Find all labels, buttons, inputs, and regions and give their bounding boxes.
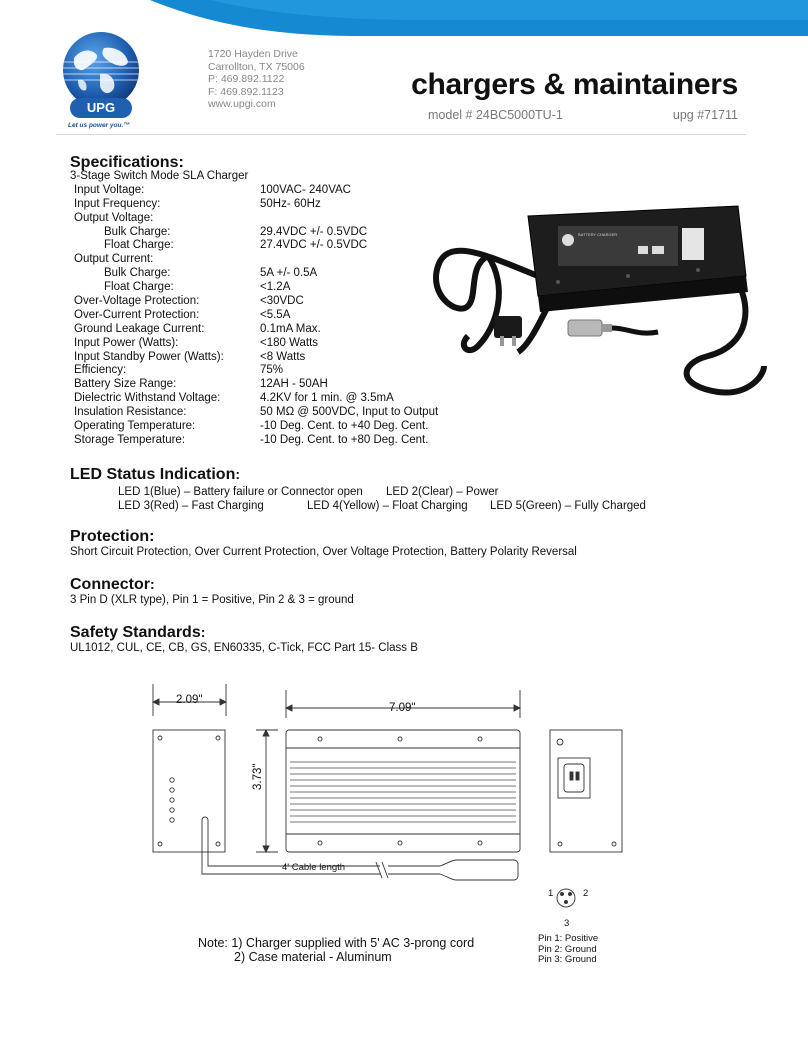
spec-label: Bulk Charge: <box>104 225 171 238</box>
connector-heading: Connector: <box>70 576 155 593</box>
spec-label: Input Standby Power (Watts): <box>74 350 224 363</box>
spec-label: Ground Leakage Current: <box>74 322 205 335</box>
spec-label: Battery Size Range: <box>74 378 177 391</box>
phone-line: P: 469.892.1122 <box>208 73 285 85</box>
spec-label: Storage Temperature: <box>74 433 186 446</box>
drawing-notes <box>198 936 474 964</box>
led-5: LED 5(Green) – Fully Charged <box>490 500 646 512</box>
spec-value: <30VDC <box>260 295 304 308</box>
spec-value: 29.4VDC +/- 0.5VDC <box>260 225 368 238</box>
spec-label: Dielectric Withstand Voltage: <box>74 392 221 405</box>
pin-number: 1 <box>548 888 554 899</box>
spec-label: Output Current: <box>74 253 154 266</box>
spec-label: Insulation Resistance: <box>74 406 187 419</box>
spec-label: Float Charge: <box>104 239 174 252</box>
website-link[interactable]: www.upgi.com <box>208 98 276 110</box>
address-line: Carrollton, TX 75006 <box>208 60 305 73</box>
pin-legend-item: Pin 2: Ground <box>538 943 597 955</box>
spec-value: 100VAC- 240VAC <box>260 183 351 196</box>
spec-label: Input Voltage: <box>74 183 145 196</box>
pin-number: 3 <box>564 918 570 929</box>
spec-value: <180 Watts <box>260 336 319 349</box>
side-width-label: 2.09" <box>176 694 203 706</box>
model-line <box>428 108 738 122</box>
header-divider <box>56 134 746 135</box>
brand-name: UPG <box>86 100 116 115</box>
fax-line: F: 469.892.1123 <box>208 85 284 98</box>
cable-length-label: 4' Cable length <box>282 862 346 873</box>
safety-text: UL1012, CUL, CE, CB, GS, EN60335, C-Tick, FCC Part 15- Class B <box>70 642 418 654</box>
spec-label: Bulk Charge: <box>104 267 171 280</box>
pin-number: 2 <box>583 888 589 899</box>
spec-value: 50 MΩ @ 500VDC, Input to Output <box>260 406 439 419</box>
led-status-heading: LED Status Indication: <box>70 466 241 483</box>
spec-value: 12AH - 50AH <box>260 378 328 391</box>
address-line: 1720 Hayden Drive <box>208 48 298 60</box>
length-label: 7.09" <box>389 702 416 714</box>
spec-label: Input Power (Watts): <box>74 336 179 349</box>
model-number: model # 24BC5000TU-1 <box>428 108 563 122</box>
spec-value: -10 Deg. Cent. to +40 Deg. Cent. <box>260 420 429 433</box>
upg-number: upg #71711 <box>672 108 738 122</box>
safety-heading-text: Safety Standards <box>70 624 201 641</box>
spec-label: Input Frequency: <box>74 197 161 210</box>
led-3: LED 3(Red) – Fast Charging <box>118 500 264 512</box>
specifications-heading: Specifications: <box>70 154 184 171</box>
connector-heading-text: Connector <box>70 576 150 593</box>
pin-legend-item: Pin 3: Ground <box>538 954 597 965</box>
protection-text: Short Circuit Protection, Over Current Protection, Over Voltage Protection, Battery Polarity Reversal <box>70 546 577 558</box>
connector-text: 3 Pin D (XLR type), Pin 1 = Positive, Pin 2 & 3 = ground <box>70 594 354 606</box>
safety-heading: Safety Standards: <box>70 624 206 641</box>
spec-label: Operating Temperature: <box>74 420 196 433</box>
photo-label-text: BATTERY CHARGER <box>578 232 618 237</box>
led-1: LED 1(Blue) – Battery failure or Connector open <box>118 486 363 498</box>
spec-label: Float Charge: <box>104 281 174 294</box>
spec-label: Over-Voltage Protection: <box>74 295 200 308</box>
company-address <box>208 48 305 111</box>
spec-value: 75% <box>260 364 284 377</box>
page-title: chargers & maintainers <box>411 68 738 101</box>
spec-value: <5.5A <box>260 308 291 321</box>
upg-logo <box>56 28 146 136</box>
spec-label: Over-Current Protection: <box>74 308 200 321</box>
spec-value: <8 Watts <box>260 350 306 363</box>
spec-value: 50Hz- 60Hz <box>260 197 321 210</box>
pin-legend-item: Pin 1: Positive <box>538 933 599 944</box>
spec-label: Efficiency: <box>74 364 127 377</box>
brand-tagline: Let us power you.™ <box>68 122 130 129</box>
spec-label: Output Voltage: <box>74 211 154 224</box>
spec-value: 27.4VDC +/- 0.5VDC <box>260 239 368 252</box>
led-2: LED 2(Clear) – Power <box>386 486 499 498</box>
note-1: Note: 1) Charger supplied with 5' AC 3-prong cord <box>198 936 475 950</box>
spec-value: 4.2KV for 1 min. @ 3.5mA <box>260 392 394 405</box>
spec-value: -10 Deg. Cent. to +80 Deg. Cent. <box>260 433 429 446</box>
note-2: 2) Case material - Aluminum <box>234 950 392 964</box>
protection-heading: Protection: <box>70 528 155 545</box>
dimension-drawing <box>140 676 660 976</box>
pin-legend <box>538 934 598 966</box>
led-status-heading-text: LED Status Indication <box>70 466 236 483</box>
height-label: 3.73" <box>252 763 264 790</box>
spec-subtitle-text: 3-Stage Switch Mode SLA Charger <box>70 170 249 182</box>
led-4: LED 4(Yellow) – Float Charging <box>307 500 468 512</box>
spec-value: <1.2A <box>260 281 291 294</box>
spec-value: 0.1mA Max. <box>260 322 321 335</box>
spec-value: 5A +/- 0.5A <box>260 267 318 280</box>
charger-photo <box>428 196 768 400</box>
